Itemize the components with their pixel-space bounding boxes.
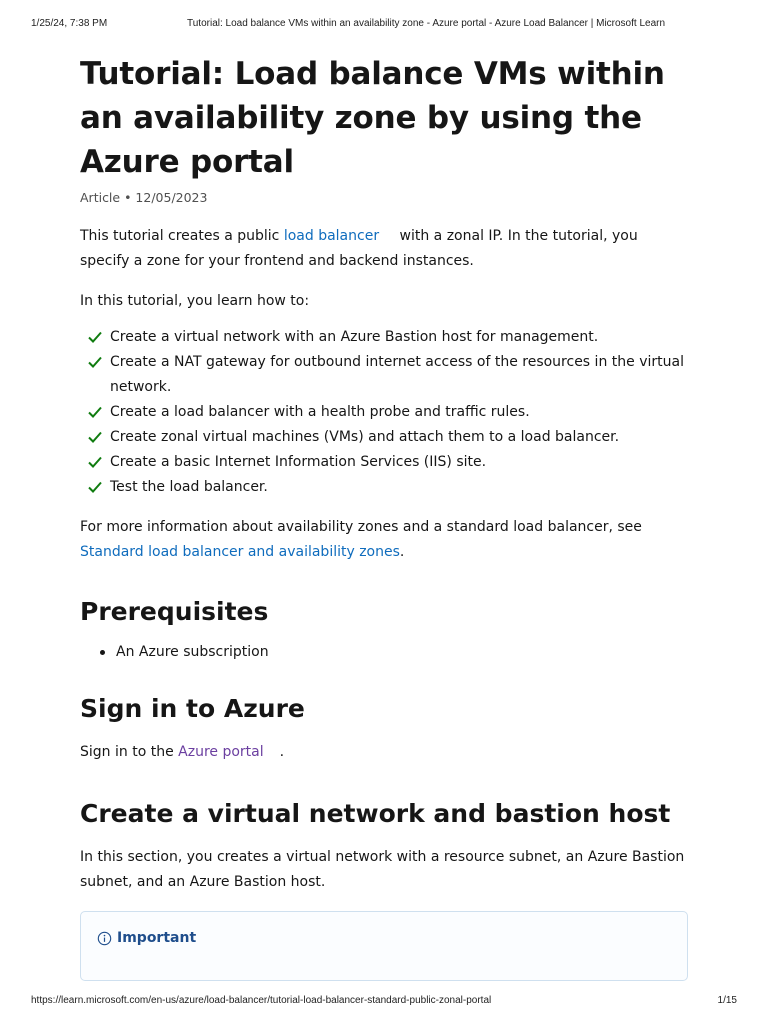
- checklist-item-text: Create a basic Internet Information Services (IIS) site.: [110, 454, 487, 470]
- list-item: [80, 642, 690, 662]
- checklist-item: [80, 350, 690, 400]
- list-item-text: An Azure subscription: [116, 644, 269, 660]
- sign-in-text-before: Sign in to the: [80, 744, 179, 760]
- azure-portal-link[interactable]: Azure portal: [178, 744, 264, 760]
- create-vnet-heading: Create a virtual network and bastion host: [80, 799, 671, 828]
- checklist-item: [80, 425, 690, 450]
- checklist-item-text: Create zonal virtual machines (VMs) and attach them to a load balancer.: [110, 429, 620, 445]
- checklist-item-text: Test the load balancer.: [110, 479, 268, 495]
- sign-in-heading: Sign in to Azure: [80, 694, 305, 723]
- print-datetime: 1/25/24, 7:38 PM: [31, 18, 108, 29]
- load-balancer-link[interactable]: load balancer: [283, 228, 380, 244]
- checkmark-icon: [88, 481, 102, 493]
- intro-text-before: This tutorial creates a public: [80, 228, 284, 244]
- page-title: Tutorial: Load balance VMs within an availability zone by using the Azure portal: [80, 56, 665, 180]
- checklist-item: [80, 325, 690, 350]
- checklist-item: [80, 450, 690, 475]
- checkmark-icon: [88, 431, 102, 443]
- bullet-icon: [100, 650, 105, 655]
- objectives-checklist: [80, 325, 690, 500]
- article: [80, 52, 690, 981]
- page-number: 1/15: [717, 995, 737, 1006]
- checklist-item-text: Create a virtual network with an Azure Bastion host for management.: [110, 329, 599, 345]
- info-icon: [97, 931, 112, 946]
- print-document-title: Tutorial: Load balance VMs within an availability zone - Azure portal - Azure Load Balancer | Microsoft Learn: [187, 18, 666, 29]
- learn-heading: In this tutorial, you learn how to:: [80, 293, 310, 309]
- checklist-item-text: Create a NAT gateway for outbound internet access of the resources in the virtual network.: [110, 354, 684, 395]
- checklist-item-text: Create a load balancer with a health probe and traffic rules.: [110, 404, 530, 420]
- checkmark-icon: [88, 456, 102, 468]
- checklist-item: [80, 400, 690, 425]
- checkmark-icon: [88, 356, 102, 368]
- more-info-paragraph: [80, 515, 690, 565]
- more-info-text-before: For more information about availability zones and a standard load balancer, see: [80, 519, 642, 535]
- prerequisites-list: [80, 642, 690, 662]
- standard-lb-availability-zones-link[interactable]: Standard load balancer and availability zones: [80, 544, 400, 560]
- important-callout: [80, 911, 688, 981]
- print-footer: [31, 995, 737, 1006]
- callout-title: Important: [117, 930, 197, 946]
- checkmark-icon: [88, 331, 102, 343]
- sign-in-paragraph: [80, 740, 690, 765]
- checkmark-icon: [88, 406, 102, 418]
- print-url: https://learn.microsoft.com/en-us/azure/load-balancer/tutorial-load-balancer-standard-public-zonal-portal: [31, 995, 492, 1006]
- sign-in-text-after: .: [279, 744, 285, 760]
- article-meta: Article • 12/05/2023: [80, 190, 208, 205]
- create-vnet-paragraph: In this section, you creates a virtual network with a resource subnet, an Azure Bastion subnet, and an Azure Bastion host.: [80, 849, 685, 890]
- intro-paragraph: [80, 224, 690, 274]
- prerequisites-heading: Prerequisites: [80, 597, 269, 626]
- intro-text-after: with a zonal IP. In the tutorial, you specify a zone for your frontend and backend instances.: [80, 228, 638, 269]
- checklist-item: [80, 475, 690, 500]
- more-info-text-after: .: [399, 544, 405, 560]
- callout-header: [97, 930, 671, 946]
